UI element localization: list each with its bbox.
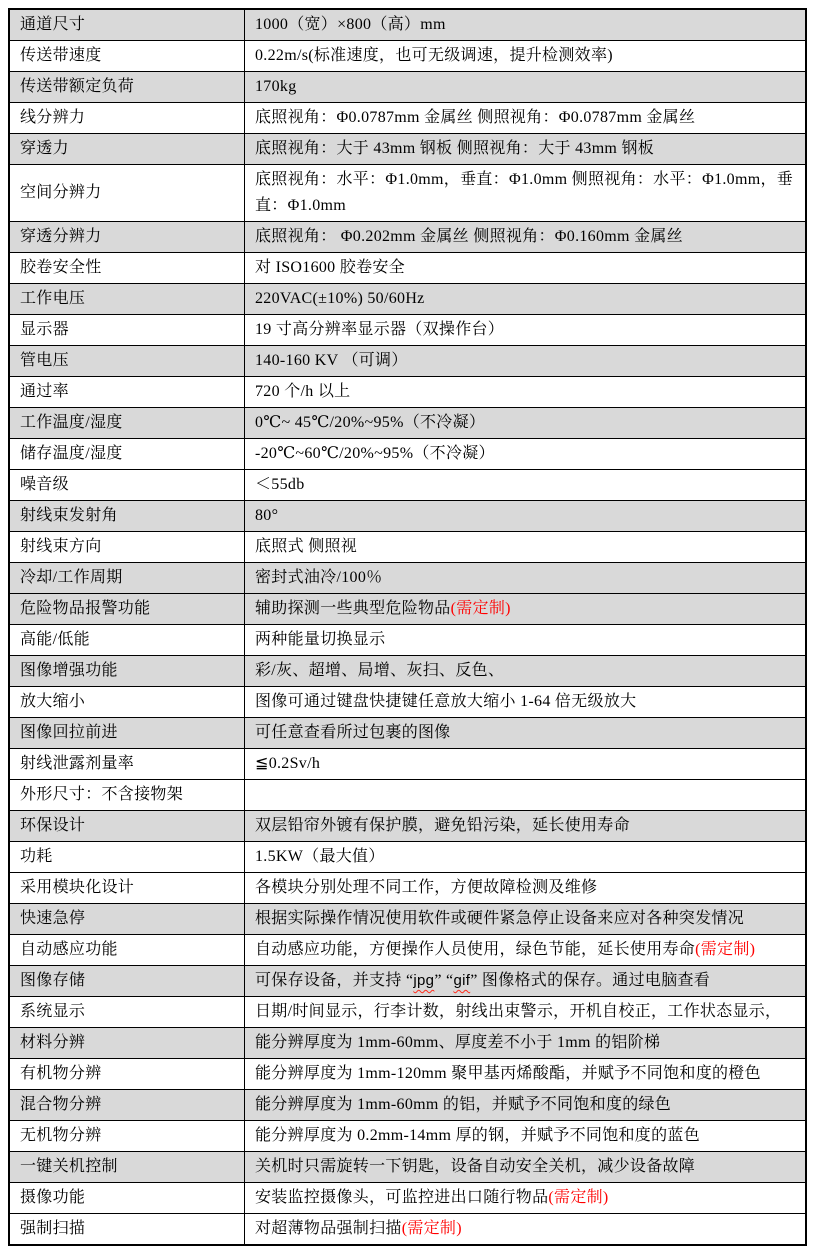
spec-value (245, 315, 807, 346)
table-row (9, 749, 806, 780)
table-row (9, 377, 806, 408)
spec-value (245, 470, 807, 501)
spec-value (245, 873, 807, 904)
spec-value-text: 关机时只需旋转一下钥匙，设备自动安全关机，减少设备故障 (255, 1158, 696, 1175)
spec-label: 线分辨力 (9, 103, 245, 134)
spec-value-text: 各模块分别处理不同工作，方便故障检测及维修 (255, 879, 598, 896)
spec-value (245, 346, 807, 377)
spec-value (245, 1028, 807, 1059)
spec-value-text: 底照视角：大于 43mm 钢板 侧照视角：大于 43mm 钢板 (255, 140, 655, 157)
table-row (9, 103, 806, 134)
spec-label: 混合物分辨 (9, 1090, 245, 1121)
custom-required-note: (需定制) (401, 1220, 462, 1237)
spec-label: 射线泄露剂量率 (9, 749, 245, 780)
spec-label: 传送带速度 (9, 41, 245, 72)
spec-value-text: 能分辨厚度为 1mm-120mm 聚甲基丙烯酸酯，并赋予不同饱和度的橙色 (255, 1065, 761, 1082)
spec-label: 通过率 (9, 377, 245, 408)
spec-value-text: 可任意查看所过包裹的图像 (255, 724, 451, 741)
table-row (9, 1059, 806, 1090)
table-row (9, 41, 806, 72)
table-row (9, 811, 806, 842)
spec-value (245, 687, 807, 718)
table-row (9, 1214, 806, 1246)
table-row (9, 873, 806, 904)
spec-label: 图像存储 (9, 966, 245, 997)
table-row (9, 625, 806, 656)
spec-value-text: 图像可通过键盘快捷键任意放大缩小 1-64 倍无级放大 (255, 693, 637, 710)
table-row (9, 935, 806, 966)
table-row (9, 966, 806, 997)
spec-value (245, 966, 807, 997)
spec-value-text: 辅助探测一些典型危险物品 (255, 600, 451, 617)
table-row (9, 687, 806, 718)
spec-label: 摄像功能 (9, 1183, 245, 1214)
spec-value-text: 140-160 KV （可调） (255, 352, 408, 369)
table-row (9, 1152, 806, 1183)
spec-label: 射线束发射角 (9, 501, 245, 532)
table-row (9, 408, 806, 439)
spec-value (245, 9, 807, 41)
spec-label: 强制扫描 (9, 1214, 245, 1246)
spec-label: 工作电压 (9, 284, 245, 315)
spec-value-text: 可保存设备，并支持 “ (255, 972, 414, 989)
spec-value-text: 彩/灰、超增、局增、灰扫、反色、 (255, 662, 505, 679)
spec-value-text: 底照视角： Φ0.202mm 金属丝 侧照视角：Φ0.160mm 金属丝 (255, 228, 683, 245)
spec-value-text: -20℃~60℃/20%~95%（不冷凝） (255, 445, 495, 462)
spec-value-text: ＜55db (255, 476, 305, 493)
spec-value (245, 1214, 807, 1246)
spec-value-text: 双层铅帘外镀有保护膜，避免铅污染，延长使用寿命 (255, 817, 630, 834)
spec-value-text: ” 图像格式的保存。通过电脑查看 (470, 972, 711, 989)
spellcheck-flagged-word: gif (453, 972, 471, 989)
spec-value (245, 625, 807, 656)
spec-label: 高能/低能 (9, 625, 245, 656)
spec-label: 图像增强功能 (9, 656, 245, 687)
table-row (9, 165, 806, 222)
table-row (9, 222, 806, 253)
spec-value (245, 134, 807, 165)
spec-label: 穿透力 (9, 134, 245, 165)
spec-value-text: 安装监控摄像头，可监控进出口随行物品 (255, 1189, 549, 1206)
spec-label: 射线束方向 (9, 532, 245, 563)
spec-label: 材料分辨 (9, 1028, 245, 1059)
spec-value (245, 1121, 807, 1152)
table-row (9, 470, 806, 501)
spec-value-text: 日期/时间显示，行李计数，射线出束警示，开机自校正，工作状态显示， (255, 1003, 782, 1020)
spec-value-text: 19 寸高分辨率显示器（双操作台） (255, 321, 505, 338)
spec-value-text: 能分辨厚度为 1mm-60mm 的铝，并赋予不同饱和度的绿色 (255, 1096, 672, 1113)
spec-label: 一键关机控制 (9, 1152, 245, 1183)
spec-label: 自动感应功能 (9, 935, 245, 966)
spec-value-text: 底照视角：水平：Φ1.0mm，垂直：Φ1.0mm 侧照视角：水平：Φ1.0mm，垂直：Φ1.0mm (255, 171, 794, 214)
spec-value (245, 408, 807, 439)
spec-value-text: 0.22m/s(标准速度，也可无级调速，提升检测效率) (255, 47, 613, 64)
table-row (9, 1121, 806, 1152)
spec-value (245, 842, 807, 873)
table-row (9, 532, 806, 563)
spec-value (245, 563, 807, 594)
spec-table (8, 8, 807, 1246)
table-row (9, 72, 806, 103)
spec-label: 工作温度/湿度 (9, 408, 245, 439)
spec-label: 系统显示 (9, 997, 245, 1028)
spec-label: 管电压 (9, 346, 245, 377)
spec-value (245, 165, 807, 222)
spec-value-text: 220VAC(±10%) 50/60Hz (255, 290, 425, 307)
spellcheck-flagged-word: jpg (413, 972, 435, 989)
spec-label: 图像回拉前进 (9, 718, 245, 749)
spec-value-text: 720 个/h 以上 (255, 383, 351, 400)
spec-value-text: 能分辨厚度为 1mm-60mm、厚度差不小于 1mm 的铝阶梯 (255, 1034, 661, 1051)
spec-value-text: 密封式油冷/100％ (255, 569, 383, 586)
spec-value-text: 80° (255, 507, 279, 524)
spec-label: 危险物品报警功能 (9, 594, 245, 625)
spec-label: 外形尺寸：不含接物架 (9, 780, 245, 811)
table-row (9, 1183, 806, 1214)
spec-value (245, 439, 807, 470)
spec-value (245, 501, 807, 532)
spec-label: 穿透分辨力 (9, 222, 245, 253)
spec-value (245, 594, 807, 625)
spec-value-text: 两种能量切换显示 (255, 631, 386, 648)
table-row (9, 315, 806, 346)
spec-label: 有机物分辨 (9, 1059, 245, 1090)
spec-value-text: 根据实际操作情况使用软件或硬件紧急停止设备来应对各种突发情况 (255, 910, 745, 927)
spec-value (245, 41, 807, 72)
spec-label: 功耗 (9, 842, 245, 873)
spec-value (245, 1183, 807, 1214)
spec-label: 采用模块化设计 (9, 873, 245, 904)
spec-value-text: 底照视角：Φ0.0787mm 金属丝 侧照视角：Φ0.0787mm 金属丝 (255, 109, 696, 126)
spec-value-text: 底照式 侧照视 (255, 538, 358, 555)
table-row (9, 997, 806, 1028)
spec-value (245, 284, 807, 315)
spec-label: 无机物分辨 (9, 1121, 245, 1152)
spec-value (245, 377, 807, 408)
custom-required-note: (需定制) (450, 600, 511, 617)
spec-label: 冷却/工作周期 (9, 563, 245, 594)
spec-label: 环保设计 (9, 811, 245, 842)
spec-value (245, 718, 807, 749)
spec-value (245, 904, 807, 935)
table-row (9, 904, 806, 935)
table-row (9, 594, 806, 625)
spec-value (245, 656, 807, 687)
spec-value (245, 1152, 807, 1183)
table-row (9, 1028, 806, 1059)
spec-label: 空间分辨力 (9, 165, 245, 222)
spec-table-body (9, 9, 806, 1245)
table-row (9, 284, 806, 315)
spec-label: 显示器 (9, 315, 245, 346)
spec-label: 胶卷安全性 (9, 253, 245, 284)
spec-value (245, 780, 807, 811)
spec-label: 传送带额定负荷 (9, 72, 245, 103)
table-row (9, 253, 806, 284)
table-row (9, 346, 806, 377)
table-row (9, 439, 806, 470)
spec-value-text: 0℃~ 45℃/20%~95%（不冷凝） (255, 414, 486, 431)
table-row (9, 134, 806, 165)
spec-value-text: 能分辨厚度为 0.2mm-14mm 厚的钢，并赋予不同饱和度的蓝色 (255, 1127, 701, 1144)
spec-label: 通道尺寸 (9, 9, 245, 41)
spec-value (245, 1090, 807, 1121)
spec-value (245, 532, 807, 563)
spec-value (245, 103, 807, 134)
spec-value (245, 253, 807, 284)
spec-value-text: 对超薄物品强制扫描 (255, 1220, 402, 1237)
spec-value-text: ≦0.2Sv/h (255, 755, 321, 772)
table-row (9, 656, 806, 687)
spec-label: 快速急停 (9, 904, 245, 935)
spec-value (245, 935, 807, 966)
table-row (9, 563, 806, 594)
spec-label: 噪音级 (9, 470, 245, 501)
table-row (9, 780, 806, 811)
table-row (9, 842, 806, 873)
spec-label: 储存温度/湿度 (9, 439, 245, 470)
table-row (9, 718, 806, 749)
spec-value-text: 170kg (255, 78, 297, 95)
spec-value (245, 811, 807, 842)
spec-value (245, 222, 807, 253)
custom-required-note: (需定制) (695, 941, 756, 958)
spec-value (245, 72, 807, 103)
spec-value-text: ” “ (434, 972, 454, 989)
spec-value-text: 自动感应功能，方便操作人员使用，绿色节能，延长使用寿命 (255, 941, 696, 958)
spec-label: 放大缩小 (9, 687, 245, 718)
spec-value-text: 1.5KW（最大值） (255, 848, 385, 865)
spec-value-text: 对 ISO1600 胶卷安全 (255, 259, 405, 276)
table-row (9, 9, 806, 41)
custom-required-note: (需定制) (548, 1189, 609, 1206)
table-row (9, 501, 806, 532)
spec-value (245, 997, 807, 1028)
spec-value (245, 1059, 807, 1090)
table-row (9, 1090, 806, 1121)
spec-value (245, 749, 807, 780)
spec-value-text: 1000（宽）×800（高）mm (255, 16, 446, 33)
